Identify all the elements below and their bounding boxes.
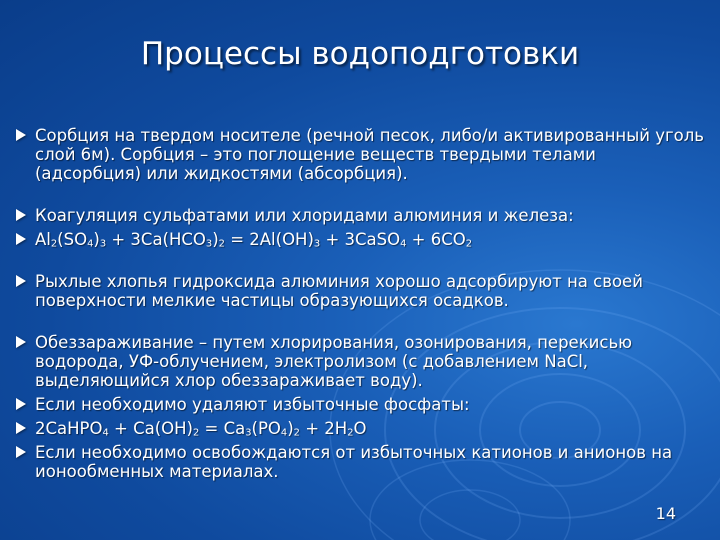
arrow-right-icon [16, 233, 26, 245]
bullet-phosphates [16, 395, 706, 414]
bullet-disinfection [16, 333, 706, 390]
bullet-text: Рыхлые хлопья гидроксида алюминия хорошо адсорбируют на своей поверхности мелкие частицы образующихся осадков. [35, 272, 643, 310]
bullet-sorption [16, 126, 706, 183]
bullet-text: Обеззараживание – путем хлорирования, озонирования, перекисью водорода, УФ-облучением, электролизом (с добавлением NaCl, выделяющийся хлор обеззараживает воду). [35, 333, 633, 390]
arrow-right-icon [16, 129, 26, 141]
arrow-right-icon [16, 336, 26, 348]
eq-subscript: 2 [193, 427, 200, 439]
eq-part: + Ca(OH) [108, 419, 193, 438]
bullet-text: Коагуляция сульфатами или хлоридами алюминия и железа: [35, 206, 574, 225]
bullet-coagulation [16, 206, 706, 225]
bullet-equation-aluminum [16, 230, 706, 249]
bullet-flakes [16, 272, 706, 310]
eq-subscript: 4 [280, 427, 288, 439]
bullet-ion-exchange [16, 443, 706, 481]
chemical-equation [35, 230, 472, 249]
bullet-text: Если необходимо удаляют избыточные фосфаты: [35, 395, 470, 414]
arrow-right-icon [16, 209, 26, 221]
eq-subscript: 4 [400, 238, 407, 250]
eq-part: ) [287, 419, 294, 438]
arrow-right-icon [16, 446, 26, 458]
eq-part: Al [35, 230, 51, 249]
eq-subscript: 4 [102, 427, 109, 439]
eq-part: 2CaHPO [35, 419, 103, 438]
eq-part: ) [93, 230, 100, 249]
eq-subscript: 3 [99, 238, 107, 250]
eq-part: + 3Ca(HCO [106, 230, 206, 249]
eq-subscript: 2 [50, 238, 58, 250]
arrow-right-icon [16, 422, 26, 434]
eq-part: + 6CO [406, 230, 466, 249]
eq-subscript: 3 [205, 238, 213, 250]
eq-part: ) [212, 230, 219, 249]
eq-subscript: 4 [87, 238, 94, 250]
arrow-right-icon [16, 275, 26, 287]
eq-part: (PO [251, 419, 281, 438]
eq-part: + 3CaSO [320, 230, 401, 249]
eq-part: (SO [57, 230, 88, 249]
eq-subscript: 2 [347, 427, 354, 439]
eq-subscript: 3 [313, 238, 321, 250]
bullet-list [16, 126, 706, 481]
eq-subscript: 3 [245, 427, 252, 439]
bullet-text: Сорбция на твердом носителе (речной песок, либо/и активированный уголь слой 6м). Сорбция – это поглощение веществ твердыми телами (адсорбция) или жидкостями (абсорбция). [35, 126, 704, 183]
eq-subscript: 2 [293, 427, 300, 439]
page-number: 14 [655, 504, 676, 523]
eq-subscript: 2 [218, 238, 225, 250]
bullet-text: Если необходимо освобождаются от избыточных катионов и анионов на ионообменных материалах. [35, 443, 673, 481]
eq-part: + 2H [299, 419, 348, 438]
eq-part: O [353, 419, 367, 438]
eq-subscript: 2 [465, 238, 473, 250]
bullet-equation-phosphate [16, 419, 706, 438]
eq-part: = 2Al(OH) [224, 230, 314, 249]
eq-part: = Ca [199, 419, 246, 438]
chemical-equation [35, 419, 366, 438]
arrow-right-icon [16, 398, 26, 410]
slide-title: Процессы водоподготовки [140, 36, 580, 72]
